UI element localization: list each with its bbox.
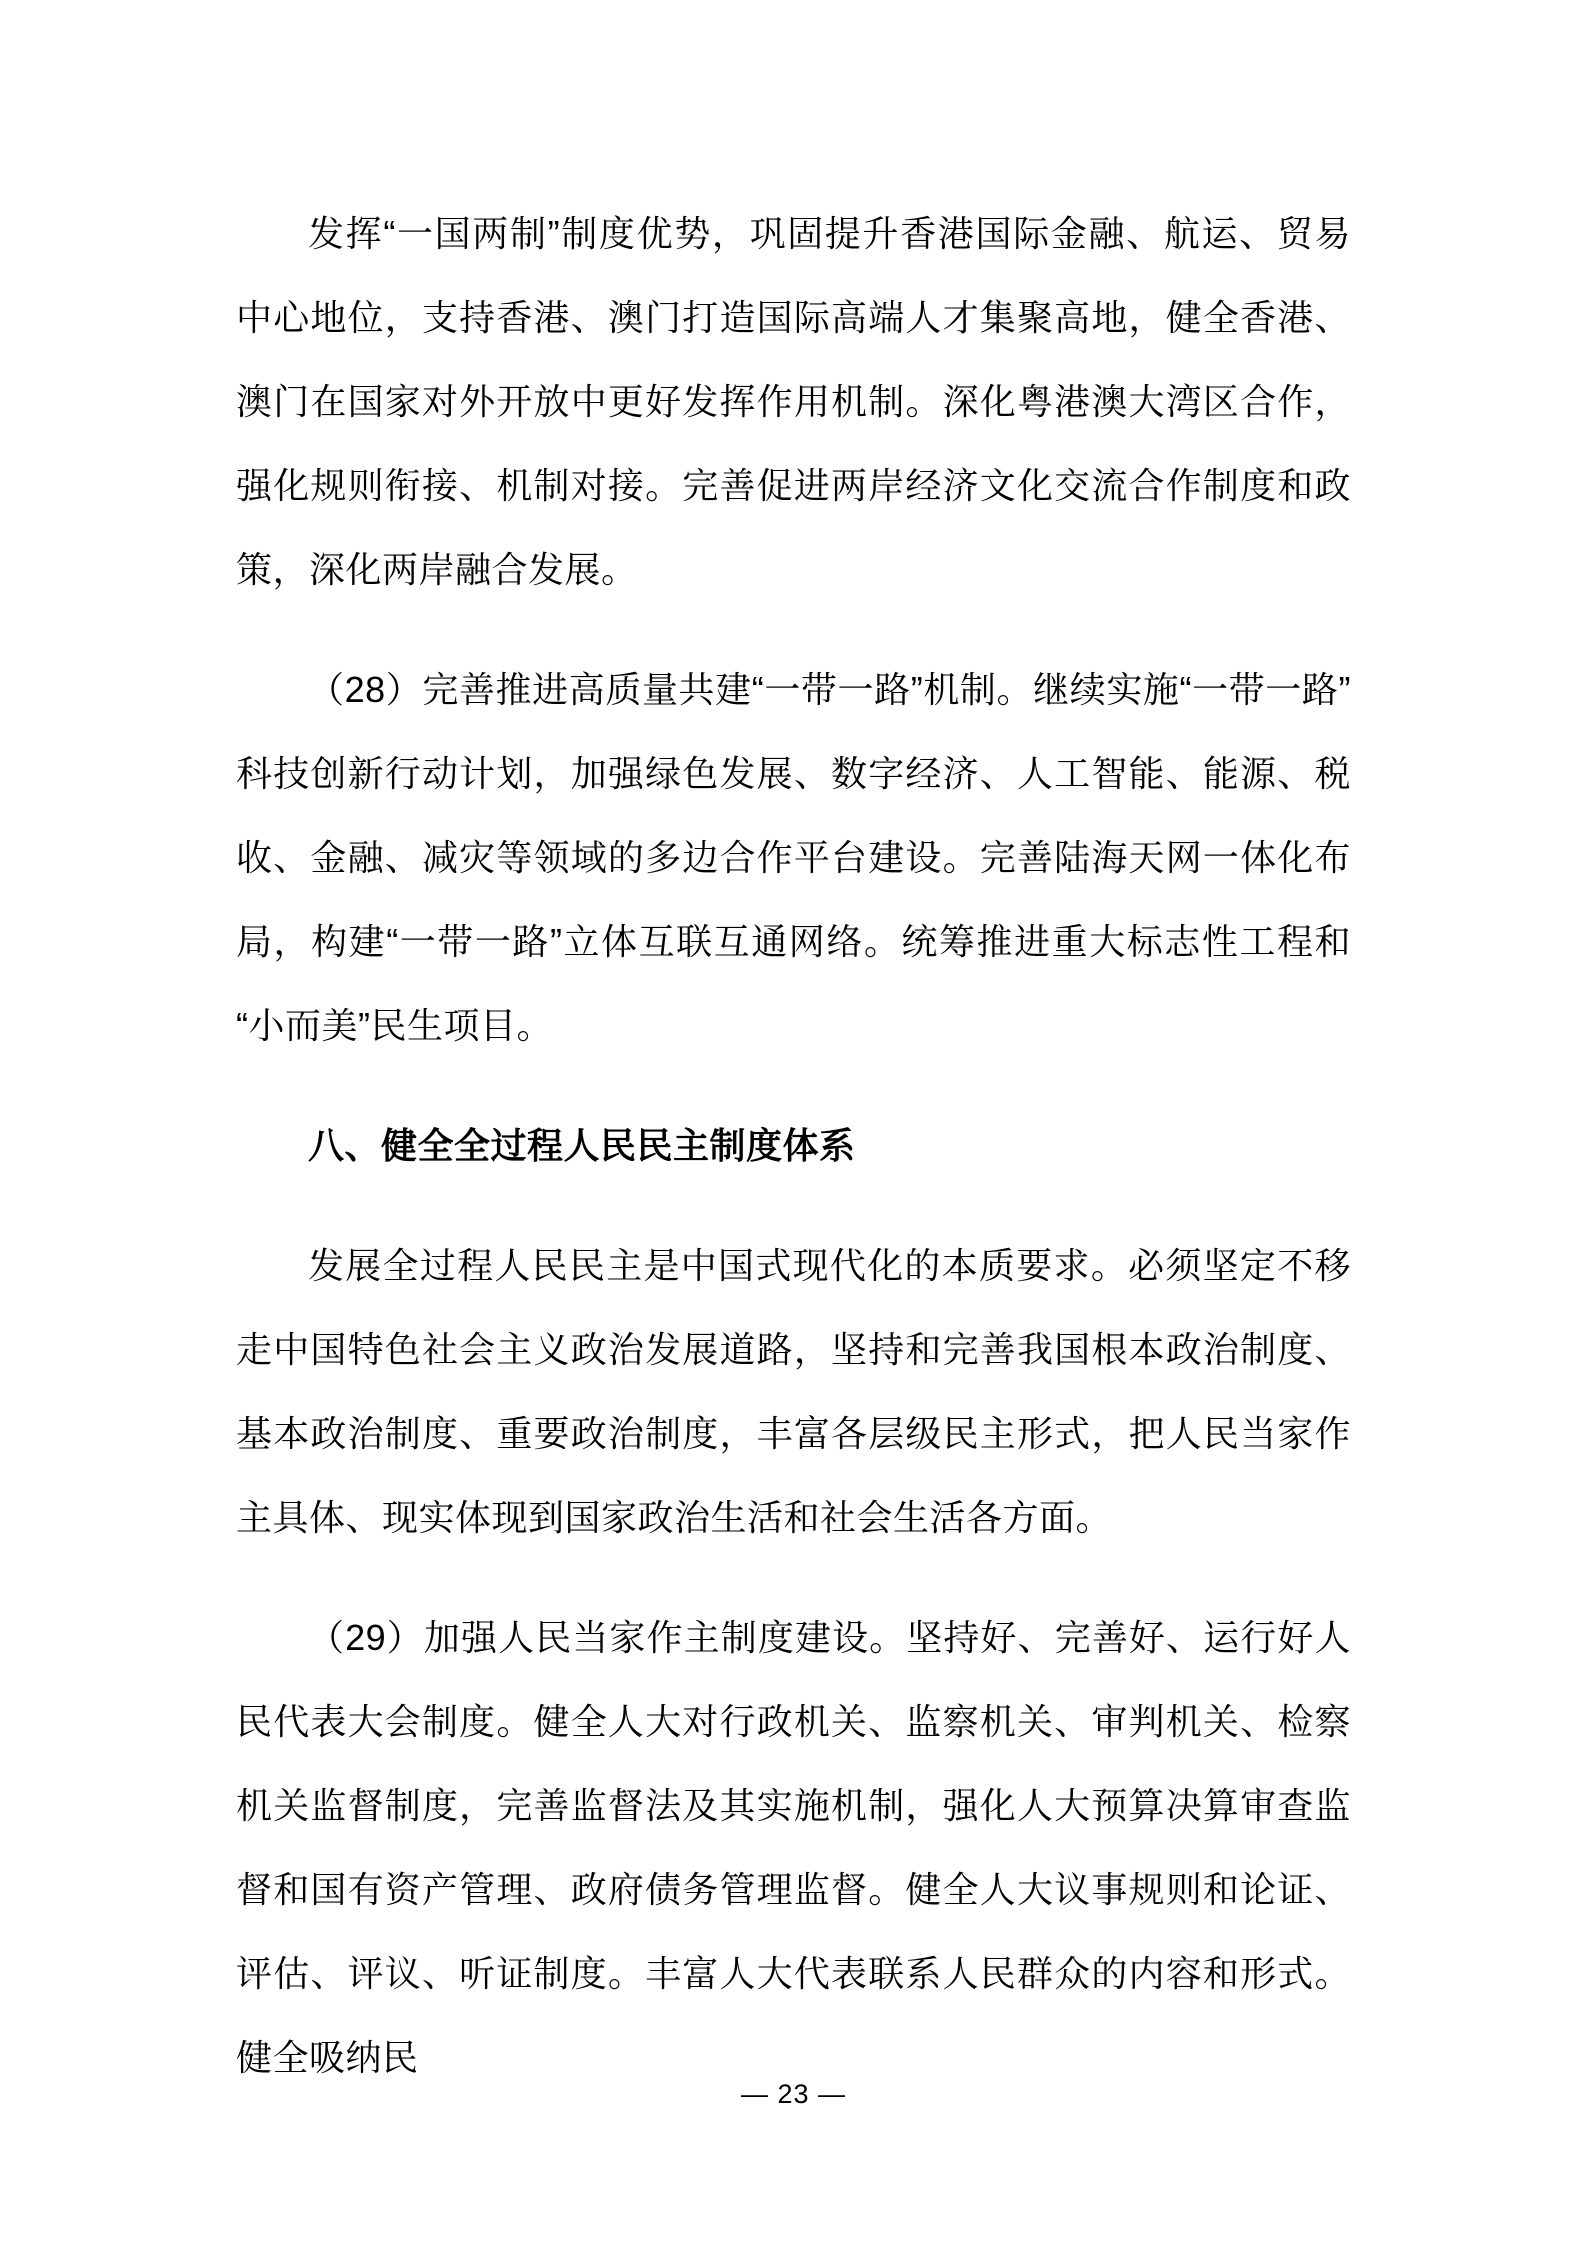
page-number: — 23 — xyxy=(740,2079,847,2109)
paragraph-28-belt-and-road: （28）完善推进高质量共建“一带一路”机制。继续实施“一带一路”科技创新行动计划，加强绿色发展、数字经济、人工智能、能源、税收、金融、减灾等领域的多边合作平台建设。完善陆海天网一体化布局，构建“一带一路”立体互联互通网络。统筹推进重大标志性工程和“小而美”民生项目。 xyxy=(236,669,1351,1046)
paragraph-one-country-two-systems: 发挥“一国两制”制度优势，巩固提升香港国际金融、航运、贸易中心地位，支持香港、澳门打造国际高端人才集聚高地，健全香港、澳门在国家对外开放中更好发挥作用机制。深化粤港澳大湾区合作，强化规则衔接、机制对接。完善促进两岸经济文化交流合作制度和政策，深化两岸融合发展。 xyxy=(236,213,1351,590)
paragraph-whole-process-democracy-intro: 发展全过程人民民主是中国式现代化的本质要求。必须坚定不移走中国特色社会主义政治发展道路，坚持和完善我国根本政治制度、基本政治制度、重要政治制度，丰富各层级民主形式，把人民当家作主具体、现实体现到国家政治生活和社会生活各方面。 xyxy=(236,1245,1351,1538)
paragraph-29-peoples-congress: （29）加强人民当家作主制度建设。坚持好、完善好、运行好人民代表大会制度。健全人大对行政机关、监察机关、审判机关、检察机关监督制度，完善监督法及其实施机制，强化人大预算决算审查监督和国有资产管理、政府债务管理监督。健全人大议事规则和论证、评估、评议、听证制度。丰富人大代表联系人民群众的内容和形式。健全吸纳民 xyxy=(236,1617,1351,2078)
section-heading-8-democracy: 八、健全全过程人民民主制度体系 xyxy=(308,1125,856,1166)
